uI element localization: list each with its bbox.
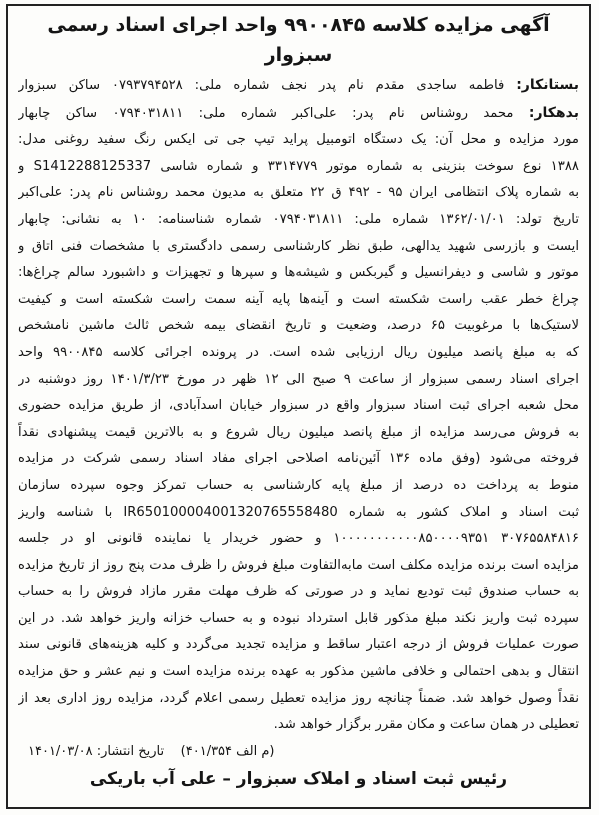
publication-date-label: تاریخ انتشار: [96,743,165,759]
body-line: سپرده ثبت واریز نکند مبلغ مذکور قابل استرداد نبوده و به حساب خزانه واریز خواهد شد. در این [18,610,579,626]
body-line: صورت عملیات فروش از درجه اعتبار ساقط و مزایده تجدید می‌گردد و کلیه هزینه‌های قانونی سند [18,637,579,653]
debtor-label: بدهکار: [528,104,579,121]
body-line: ۱۳۸۸ نوع سوخت بنزینی به شماره موتور ۳۳۱۴۷۷۹ و شماره شاسی S1412288125337 و [18,158,579,174]
body-line: مورد مزایده و محل آن: یک دستگاه اتومبیل پراید تیپ جی تی ایکس رنگ سفید روغنی مدل: [18,132,579,148]
body-line: تعطیلی در همان ساعت و مکان مقرر برگزار خواهد شد. [273,717,579,733]
body-line: ثبت اسناد و املاک کشور به شماره IR650100004001320765558480 با شناسه واریز [18,504,579,520]
body-line: تاریخ تولد: ۱۳۶۲/۰۱/۰۱ شماره ملی: ۰۷۹۴۰۳۱۸۱۱ شماره شناسنامه: ۱۰ به نشانی: چابهار [18,211,579,227]
body-line: چراغ خطر عقب راست شکسته است و آینه‌ها پایه آینه سمت راست شکسته است و کیفیت [18,291,579,307]
body-line: لاستیک‌ها با مرغوبیت ۶۵ درصد، وضعیت و تاریخ انقضای بیمه شخص ثالث ماشین نامشخص [18,318,579,334]
body-line: موتور و شاسی و دیفرانسیل و گیربکس و شیشه‌ها و سپرها و تجهیزات و داشبورد سالم چراغ‌ها: [18,265,579,281]
publication-code: (م الف ۴۰۱/۳۵۴) [180,743,275,759]
body-line: مزایده است برنده مزایده مکلف است مابه‌التفاوت مبلغ فروش را ظرف مدت پنج روز از تاریخ مزایده [18,557,579,573]
signature: رئیس ثبت اسناد و املاک سبزوار – علی آب باریکی [89,768,508,789]
body-line: ایست و بازرسی شهید یدالهی، طبق نظر کارشناسی رسمی دادگستری با مشخصات فنی اتاق و [18,238,579,254]
body-line: نقداً وصول خواهد شد. ضمناً چنانچه روز مزایده تعطیل رسمی اعلام گردد، مزایده روز اداری بعد از [18,690,579,706]
body-line: انتقال و بدهی احتمالی و خلافی ماشین مذکور به عهده برنده مزایده است و نیم عشر و حق مزایده [18,664,579,680]
creditor-text: فاطمه ساجدی مقدم نام پدر نجف شماره ملی: ۰۷۹۳۷۹۴۵۲۸ ساکن سبزوار [18,78,505,93]
body-line: اجرای اسناد رسمی سبزوار از ساعت ۹ صبح الی ۱۲ ظهر در مورخ ۱۴۰۱/۳/۲۳ روز دوشنبه در [18,371,579,387]
creditor-label: بستانکار: [516,77,579,93]
body-line: منوط به پرداخت ده درصد از مبلغ پایه کارشناسی به حساب تمرکز وجوه سپرده سازمان [18,477,579,493]
creditor-line [18,72,579,100]
body-line: فروخته می‌شود (وفق ماده ۱۳۶ آئین‌نامه اصلاحی اجرای مفاد اسناد رسمی شرکت در مزایده [18,451,579,467]
auction-notice [6,4,591,809]
publication-date: ۱۴۰۱/۰۳/۰۸ [28,743,93,759]
debtor-line [18,100,579,128]
body-line: به شماره پلاک انتظامی ایران ۹۵ - ۴۹۲ ق ۲۲ متعلق به مدیون محمد روشناس نام پدر: علی‌اکبر [18,185,579,201]
body-line: به فروش می‌رسد مزایده از مبلغ پانصد میلیون ریال شروع و به بالاترین قیمت پیشنهادی نقداً [18,424,579,440]
body-line: که به مبلغ پانصد میلیون ریال ارزیابی شده است. در پرونده اجرائی کلاسه ۹۹۰۰۸۴۵ واحد [18,344,579,360]
body-line: ۳۰۷۶۵۵۸۴۸۱۶ ۱۰۰۰۰۰۰۰۰۰۰۰۸۵۰۰۰۰۹۳۵۱ و حضور خریدار یا نماینده قانونی او در جلسه [18,531,579,547]
publication-row [18,739,579,765]
notice-body [18,127,579,739]
body-line: به حساب صندوق ثبت تودیع نماید و در صورتی که ظرف مهلت مقرر مازاد فروش را به حساب [18,584,579,600]
debtor-text: محمد روشناس نام پدر: علی‌اکبر شماره ملی: ۰۷۹۴۰۳۱۸۱۱ ساکن چابهار [18,105,514,121]
body-line: محل شعبه اجرای ثبت اسناد سبزوار واقع در سبزوار خیابان اسدآبادی، از طریق مزایده حضوری [18,398,579,414]
notice-title: آگهی مزایده کلاسه ۹۹۰۰۸۴۵ واحد اجرای اسناد رسمی سبزوار [47,14,550,66]
